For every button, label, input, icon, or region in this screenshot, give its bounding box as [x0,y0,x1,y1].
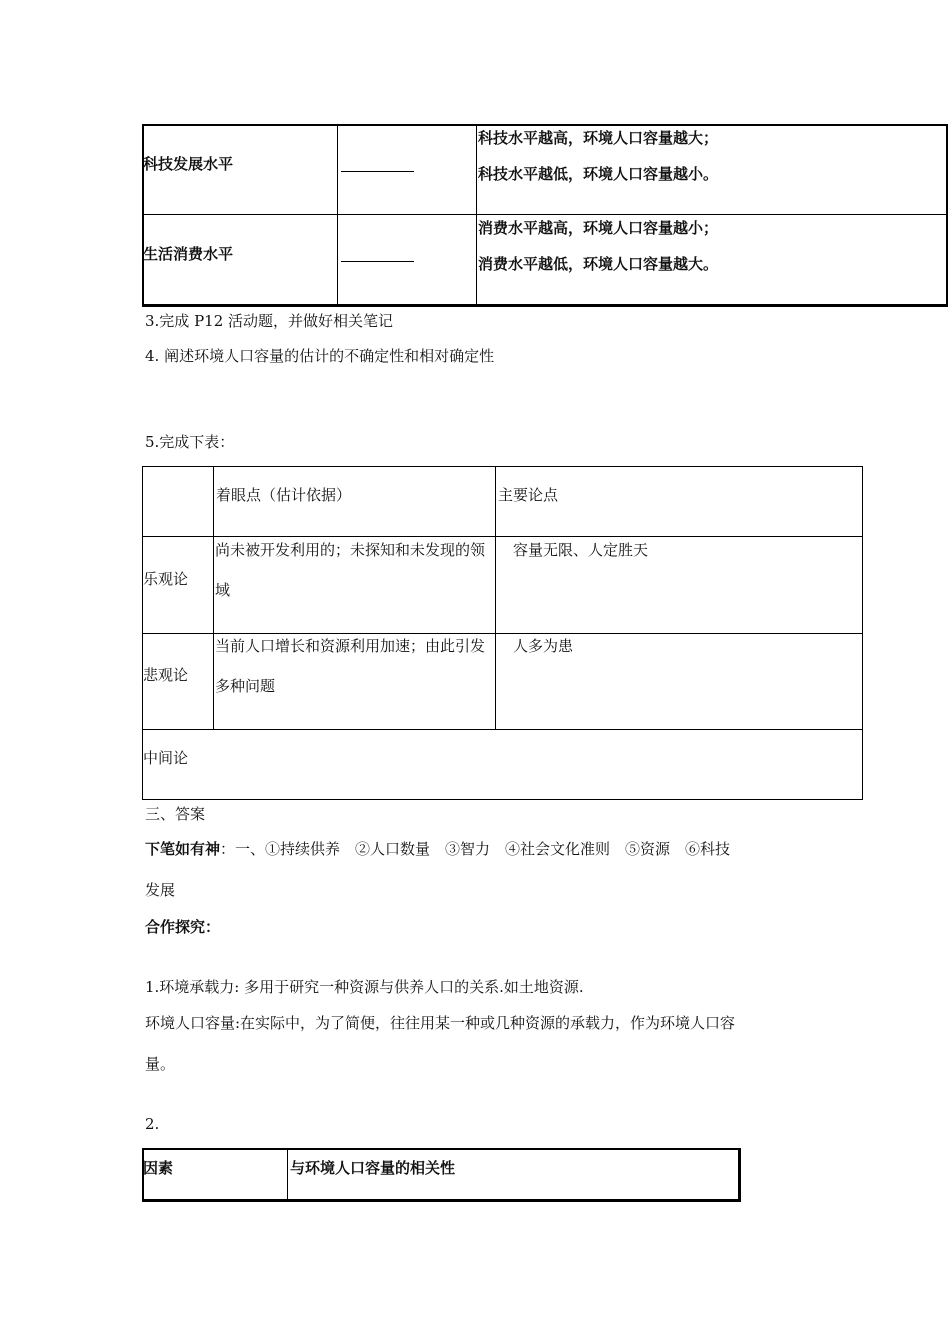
row-label-optimism: 乐观论 [143,570,189,588]
hezuo-label: 合作探究： [145,918,221,936]
factor-label: 科技发展水平 [143,155,234,173]
row-label-pessimism: 悲观论 [143,666,189,684]
xiabi-label: 下笔如有神 [145,840,221,858]
viewpoints-table [142,466,863,800]
header-factor: 因素 [143,1159,174,1177]
answer-p1: 1.环境承载力: 多用于研究一种资源与供养人口的关系.如土地资源. [145,978,584,996]
row-label-middle: 中间论 [143,749,189,767]
section-heading-answers: 三、答案 [145,805,206,823]
fill-blank-line [341,171,414,172]
header-relation: 与环境人口容量的相关性 [290,1159,456,1177]
factor-label: 生活消费水平 [143,245,234,263]
header-main-point: 主要论点 [498,486,559,504]
xiabi-text: ：一、①持续供养 ②人口数量 ③智力 ④社会文化准则 ⑤资源 ⑥科技 [220,840,731,858]
point-optimism: 容量无限、人定胜天 [513,541,649,559]
basis-optimism: 尚未被开发利用的；未探知和未发现的领域 [215,541,486,599]
answer-p2: 环境人口容量:在实际中，为了简便，往往用某一种或几种资源的承载力，作为环境人口容 [145,1014,736,1032]
relation-text: 消费水平越低，环境人口容量越大。 [478,255,719,273]
answer-p2-cont: 量。 [145,1055,176,1073]
basis-pessimism: 当前人口增长和资源利用加速；由此引发多种问题 [215,637,486,695]
relation-text: 消费水平越高，环境人口容量越小； [478,219,719,237]
factor-relation-table-continued [142,124,948,306]
header-basis: 着眼点（估计依据） [216,486,352,504]
relation-text: 科技水平越低，环境人口容量越小。 [478,165,719,183]
answer-line [145,839,730,859]
fill-blank-line [341,261,414,262]
answer-line-cont: 发展 [145,881,176,899]
question-5: 5.完成下表： [145,433,235,451]
relation-text: 科技水平越高，环境人口容量越大； [478,129,719,147]
question-4: 4. 阐述环境人口容量的估计的不确定性和相对确定性 [145,347,495,365]
point-pessimism: 人多为患 [513,637,574,655]
factor-relation-table-answer [142,1148,740,1202]
answer-item-2: 2. [145,1115,160,1133]
question-3: 3.完成 P12 活动题，并做好相关笔记 [145,312,394,330]
